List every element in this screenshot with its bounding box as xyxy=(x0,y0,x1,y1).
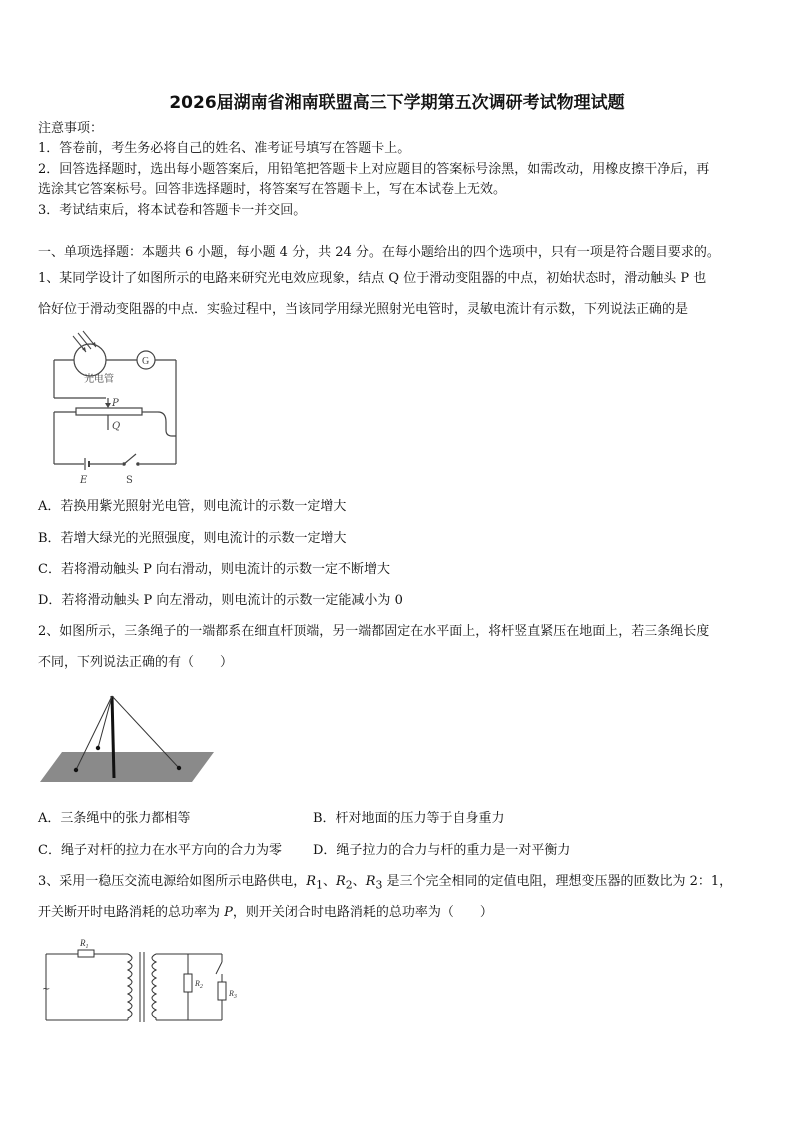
separator: 、 xyxy=(322,874,336,889)
fig-r3-label: R xyxy=(229,989,234,998)
notice-item: 2．回答选择题时，选出每小题答案后，用铅笔把答题卡上对应题目的答案标号涂黑，如需改动，用橡皮擦干净后，再 xyxy=(38,162,710,177)
stem-text: 是三个完全相同的定值电阻，理想变压器的匝数比为 2：1， xyxy=(382,874,733,889)
notice-item: 3．考试结束后，将本试卷和答题卡一并交回。 xyxy=(38,203,307,218)
r3-subscript: 3 xyxy=(375,878,383,892)
separator: 、 xyxy=(352,874,366,889)
svg-text:R2 xyxy=(194,979,203,990)
fig-r2-label: R xyxy=(195,979,200,988)
switch-s-label: S xyxy=(126,475,133,486)
r1-subscript: 1 xyxy=(316,878,323,892)
transformer-circuit-figure xyxy=(40,934,252,1030)
fig-r1-label: R xyxy=(80,938,86,948)
option-d: D．若将滑动触头 P 向左滑动，则电流计的示数一定能减小为 0 xyxy=(38,593,403,608)
slider-p-label: P xyxy=(112,398,119,409)
fig-r2-sub: 2 xyxy=(199,984,203,990)
r2-subscript: 2 xyxy=(345,878,353,892)
fig-r1-sub: 1 xyxy=(85,944,89,950)
question-1-stem: 1、某同学设计了如图所示的电路来研究光电效应现象，结点 Q 位于滑动变阻器的中点，初始状态时，滑动触头 P 也 xyxy=(38,271,707,286)
stem-text: 3、采用一稳压交流电源给如图所示电路供电， xyxy=(38,874,307,889)
option-a: A．若换用紫光照射光电管，则电流计的示数一定增大 xyxy=(38,499,347,514)
power-symbol: P xyxy=(224,905,233,920)
stem-text: ，则开关闭合时电路消耗的总功率为（ ） xyxy=(232,905,493,920)
rod-ropes-figure xyxy=(40,686,214,786)
notice-item: 1．答卷前，考生务必将自己的姓名、准考证号填写在答题卡上。 xyxy=(38,141,411,156)
option-a: A．三条绳中的张力都相等 xyxy=(38,811,191,826)
galvanometer-label: G xyxy=(142,356,150,367)
option-b: B．杆对地面的压力等于自身重力 xyxy=(313,811,505,826)
phototube-label: 光电管 xyxy=(84,374,114,385)
svg-text:R1 xyxy=(79,938,89,950)
notice-heading: 注意事项： xyxy=(38,121,104,136)
r3-symbol: R xyxy=(365,874,376,889)
battery-e-label: E xyxy=(80,475,88,486)
question-2-stem: 2、如图所示，三条绳子的一端都系在细直杆顶端，另一端都固定在水平面上，将杆竖直紧压在地面上，若三条绳长度 xyxy=(38,624,710,639)
option-d: D．绳子拉力的合力与杆的重力是一对平衡力 xyxy=(313,843,571,858)
photoelectric-circuit-figure xyxy=(48,330,188,490)
option-c: C．绳子对杆的拉力在水平方向的合力为零 xyxy=(38,843,282,858)
page-title: 2026届湖南省湘南联盟高三下学期第五次调研考试物理试题 xyxy=(169,93,625,113)
stem-text: 开关断开时电路消耗的总功率为 xyxy=(38,905,225,920)
notice-item: 选涂其它答案标号。回答非选择题时，将答案写在答题卡上，写在本试卷上无效。 xyxy=(38,182,507,197)
r2-symbol: R xyxy=(335,874,346,889)
section-heading: 一、单项选择题：本题共 6 小题，每小题 4 分，共 24 分。在每小题给出的四个选项中，只有一项是符合题目要求的。 xyxy=(38,245,720,260)
question-1-stem: 恰好位于滑动变阻器的中点．实验过程中，当该同学用绿光照射光电管时，灵敏电流计有示数，下列说法正确的是 xyxy=(38,302,689,317)
fig-r3-sub: 3 xyxy=(233,994,237,1000)
node-q-label: Q xyxy=(112,421,121,432)
r1-symbol: R xyxy=(306,874,317,889)
question-2-stem: 不同，下列说法正确的有（ ） xyxy=(38,655,234,670)
ac-source-symbol: ~ xyxy=(42,984,51,995)
svg-text:R3 xyxy=(228,989,237,1000)
question-3-stem xyxy=(38,904,493,922)
option-b: B．若增大绿光的光照强度，则电流计的示数一定增大 xyxy=(38,531,347,546)
option-c: C．若将滑动触头 P 向右滑动，则电流计的示数一定不断增大 xyxy=(38,562,390,577)
question-3-stem xyxy=(38,873,732,895)
